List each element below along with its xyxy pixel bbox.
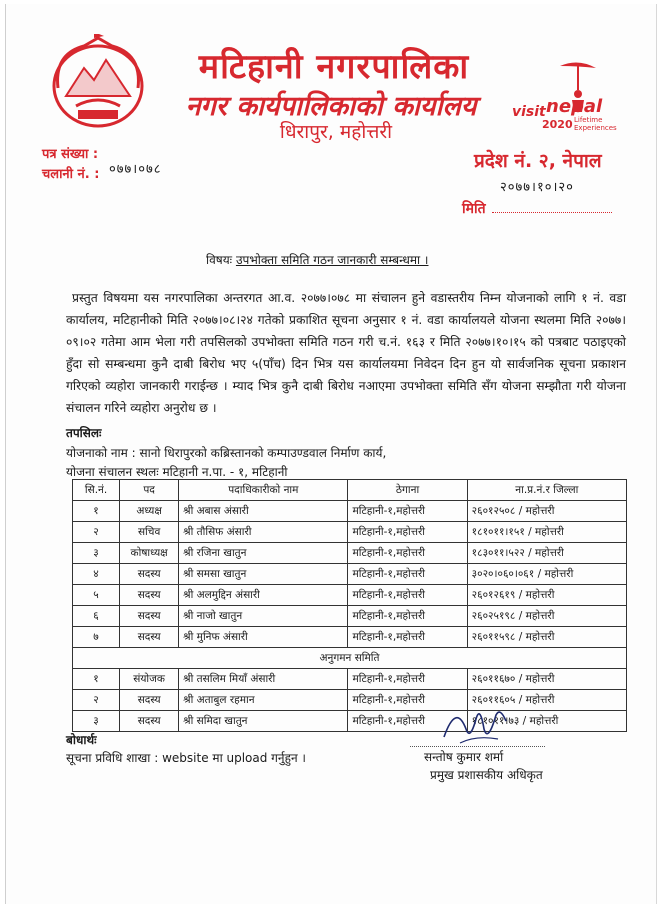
col-header-name: पदाधिकारीको नाम [179, 480, 348, 501]
signer-name: सन्तोष कुमार शर्मा [424, 750, 504, 764]
cell-address: मटिहानी-१,महोत्तरी [348, 564, 467, 585]
cell-citizenship: २६०११५९८ / महोत्तरी [467, 627, 626, 648]
cell-name: श्री अताबुल रहमान [179, 690, 348, 711]
miti-label: मिति [462, 201, 486, 217]
table-row [73, 669, 627, 690]
campaign-tag-1: Lifetime [574, 116, 603, 124]
cell-name: श्री नाजो खातुन [179, 606, 348, 627]
subject-label: विषयः [206, 253, 233, 267]
cell-citizenship: १८१०११।७३ / महोत्तरी [467, 711, 626, 732]
cell-post: कोषाध्यक्ष [120, 543, 179, 564]
monitoring-section-row [73, 648, 627, 669]
visit-word: visit [512, 104, 546, 120]
table-row [73, 522, 627, 543]
table-row [73, 711, 627, 732]
signer-title: प्रमुख प्रशासकीय अधिकृत [430, 768, 543, 782]
cell-post: सदस्य [120, 606, 179, 627]
body-paragraph: प्रस्तुत विषयमा यस नगरपालिका अन्तरगत आ.व. २०७७।०७८ मा संचालन हुने वडास्तरीय निम्न योजनाको लागि १ नं. वडा कार्यालय, मटिहानीको मिति २०७७।०८।२४ गतेको प्रकाशित सूचना अनुसार १ नं. वडा कार्यालयले योजना स्थलमा मिति २०७७।०९।०२ गतेमा आम भेला गरी तपसिलको उपभोक्ता समिति गठन गरी च.नं. १६३ र मिति २०७७।१०।१५ को पत्रबाट पठाइएको हुँदा सो सम्बन्धमा कुनै दाबी बिरोध भए ५(पाँच) दिन भित्र यस कार्यालयमा निवेदन दिन हुन यो सार्वजनिक सूचना प्रकाशन गरिएको व्यहोरा जानकारी गराईन्छ । म्याद भित्र कुनै दाबी बिरोध नआएमा उपभोक्ता समिति सँग योजना सम्झौता गरी योजना संचालन गरिने व्यहोरा अनुरोध छ । [66, 291, 626, 415]
cell-sn: २ [73, 522, 120, 543]
cell-name: श्री तसलिम मियाँ अंसारी [179, 669, 348, 690]
tapasil-heading: तपसिलः [66, 426, 102, 440]
cell-sn: २ [73, 690, 120, 711]
office-address: धिरापुर, महोत्तरी [279, 121, 393, 143]
bodhartha-heading: बोधार्थः [66, 733, 97, 747]
cell-post: सदस्य [120, 585, 179, 606]
cell-citizenship: २६०२५१९८ / महोत्तरी [467, 606, 626, 627]
signature-mark [436, 699, 516, 749]
subject-text: उपभोक्ता समिति गठन जानकारी सम्बन्धमा । [235, 253, 429, 267]
cell-address: मटिहानी-१,महोत्तरी [348, 501, 467, 522]
cell-sn: १ [73, 501, 120, 522]
col-header-sn: सि.नं. [73, 480, 120, 501]
letter-date: २०७७।१०।२० [500, 180, 574, 195]
municipality-name: मटिहानी नगरपालिका [198, 47, 470, 87]
cell-sn: ३ [73, 543, 120, 564]
cell-name: श्री अबास अंसारी [179, 501, 348, 522]
cell-address: मटिहानी-१,महोत्तरी [348, 627, 467, 648]
cell-sn: ६ [73, 606, 120, 627]
nepal-word: nepal [546, 96, 603, 117]
monitoring-label: अनुगमन समिति [73, 648, 627, 669]
cell-citizenship: १८१०११।१५१ / महोत्तरी [467, 522, 626, 543]
table-row [73, 543, 627, 564]
col-header-address: ठेगाना [348, 480, 467, 501]
miti-field [462, 199, 612, 218]
cell-citizenship: १८३०११।५२२ / महोत्तरी [467, 543, 626, 564]
bodhartha-text: सूचना प्रविधि शाखा : website मा upload गर्नुहुन । [66, 751, 306, 765]
cell-address: मटिहानी-१,महोत्तरी [348, 522, 467, 543]
cell-name: श्री अलमुद्दिन अंसारी [179, 585, 348, 606]
cell-sn: १ [73, 669, 120, 690]
campaign-year: 2020 [542, 118, 573, 131]
patra-sankhya-label: पत्र संख्या : [42, 147, 99, 162]
cell-address: मटिहानी-१,महोत्तरी [348, 690, 467, 711]
cell-post: सचिव [120, 522, 179, 543]
col-header-post: पद [120, 480, 179, 501]
table-row [73, 627, 627, 648]
cell-sn: ५ [73, 585, 120, 606]
nepal-emblem-logo [48, 34, 148, 130]
table-header-row [73, 480, 627, 501]
table-row [73, 585, 627, 606]
table-row [73, 501, 627, 522]
cell-address: मटिहानी-१,महोत्तरी [348, 543, 467, 564]
campaign-tag-2: Experiences [574, 124, 617, 132]
cell-name: श्री मुनिफ अंसारी [179, 627, 348, 648]
cell-post: संयोजक [120, 669, 179, 690]
table-row [73, 564, 627, 585]
cell-citizenship: २६०१२५०८ / महोत्तरी [467, 501, 626, 522]
cell-post: अध्यक्ष [120, 501, 179, 522]
table-row [73, 606, 627, 627]
cell-citizenship: २६०११६७० / महोत्तरी [467, 669, 626, 690]
letter-page [5, 4, 657, 904]
cell-name: श्री रजिना खातुन [179, 543, 348, 564]
cell-citizenship: २६०११६०५ / महोत्तरी [467, 690, 626, 711]
cell-post: सदस्य [120, 690, 179, 711]
col-header-citizenship: ना.प्र.नं.र जिल्ला [467, 480, 626, 501]
cell-post: सदस्य [120, 711, 179, 732]
office-name: नगर कार्यपालिकाको कार्यालय [185, 91, 477, 122]
cell-post: सदस्य [120, 627, 179, 648]
cell-address: मटिहानी-१,महोत्तरी [348, 606, 467, 627]
chalani-label: चलानी नं. : [42, 167, 100, 182]
cell-citizenship: ३०२०।०६०।०६१ / महोत्तरी [467, 564, 626, 585]
committee-table [72, 479, 627, 732]
project-name: योजनाको नाम : सानो धिरापुरको कब्रिस्तानको कम्पाउण्डवाल निर्माण कार्य, [66, 446, 387, 460]
cell-name: श्री तौसिफ अंसारी [179, 522, 348, 543]
project-location: योजना संचालन स्थलः मटिहानी न.पा. - १, मटिहानी [66, 465, 288, 479]
cell-sn: ३ [73, 711, 120, 732]
cell-sn: ७ [73, 627, 120, 648]
cell-address: मटिहानी-१,महोत्तरी [348, 711, 467, 732]
subject-line [206, 251, 428, 268]
cell-address: मटिहानी-१,महोत्तरी [348, 585, 467, 606]
signature-line [410, 746, 545, 747]
cell-sn: ४ [73, 564, 120, 585]
cell-name: श्री समिदा खातुन [179, 711, 348, 732]
table-row [73, 690, 627, 711]
patra-sankhya-value: ०७७।०७८ [109, 162, 162, 177]
cell-address: मटिहानी-१,महोत्तरी [348, 669, 467, 690]
province-label: प्रदेश नं. २, नेपाल [474, 150, 602, 172]
cell-name: श्री समसा खातुन [179, 564, 348, 585]
miti-dotted-line [492, 200, 612, 213]
cell-citizenship: २६०१२६१९ / महोत्तरी [467, 585, 626, 606]
cell-post: सदस्य [120, 564, 179, 585]
